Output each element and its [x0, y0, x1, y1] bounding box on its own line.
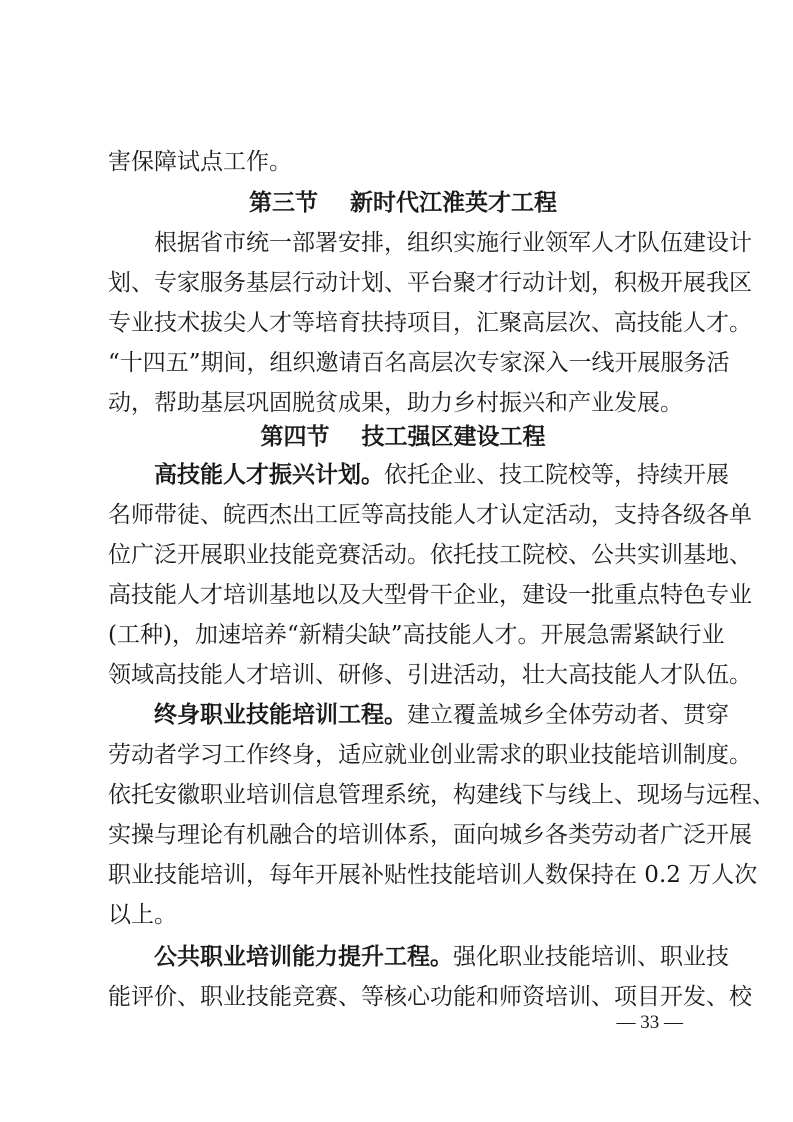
text-line: 高技能人才培训基地以及大型骨干企业，建设一批重点特色专业	[108, 582, 752, 608]
text-line: 名师带徒、皖西杰出工匠等高技能人才认定活动，支持各级各单	[108, 502, 752, 528]
paragraph-lead: 终身职业技能培训工程。	[154, 702, 407, 728]
section-heading: 第三节 新时代江淮英才工程	[248, 190, 558, 216]
paragraph-first-line	[154, 937, 729, 977]
paragraph-first-line	[154, 695, 729, 735]
text-line: 实操与理论有机融合的培训体系，面向城乡各类劳动者广泛开展	[108, 822, 752, 848]
text-line: 动，帮助基层巩固脱贫成果，助力乡村振兴和产业发展。	[108, 390, 683, 416]
text-line: 建立覆盖城乡全体劳动者、贯穿	[407, 702, 729, 728]
text-line: 领域高技能人才培训、研修、引进活动，壮大高技能人才队伍。	[108, 662, 752, 688]
paragraph-lead: 高技能人才振兴计划。	[154, 462, 384, 488]
section-heading: 第四节 技工强区建设工程	[260, 424, 546, 450]
paragraph-first-line	[154, 455, 729, 495]
text-line: 划、专家服务基层行动计划、平台聚才行动计划，积极开展我区	[108, 270, 752, 296]
text-line: (工种)，加速培养“新精尖缺”高技能人才。开展急需紧缺行业	[108, 622, 725, 648]
paragraph-lead: 公共职业培训能力提升工程。	[154, 944, 453, 970]
text-line: 以上。	[108, 902, 177, 928]
text-line: 害保障试点工作。	[108, 149, 292, 175]
text-line: 依托安徽职业培训信息管理系统，构建线下与线上、现场与远程、	[108, 782, 775, 808]
text-line: 能评价、职业技能竞赛、等核心功能和师资培训、项目开发、校	[108, 984, 752, 1010]
text-line: 依托企业、技工院校等，持续开展	[384, 462, 729, 488]
text-line: 职业技能培训，每年开展补贴性技能培训人数保持在 0.2 万人次	[108, 862, 758, 888]
text-line: 专业技术拔尖人才等培育扶持项目，汇聚高层次、高技能人才。	[108, 310, 752, 336]
text-line: 劳动者学习工作终身，适应就业创业需求的职业技能培训制度。	[108, 742, 752, 768]
text-line: 根据省市统一部署安排，组织实施行业领军人才队伍建设计	[154, 230, 752, 256]
page-number: — 33 —	[616, 1012, 683, 1033]
text-line: 强化职业技能培训、职业技	[453, 944, 729, 970]
text-line: 位广泛开展职业技能竞赛活动。依托技工院校、公共实训基地、	[108, 542, 752, 568]
text-line: “十四五”期间，组织邀请百名高层次专家深入一线开展服务活	[108, 350, 730, 376]
